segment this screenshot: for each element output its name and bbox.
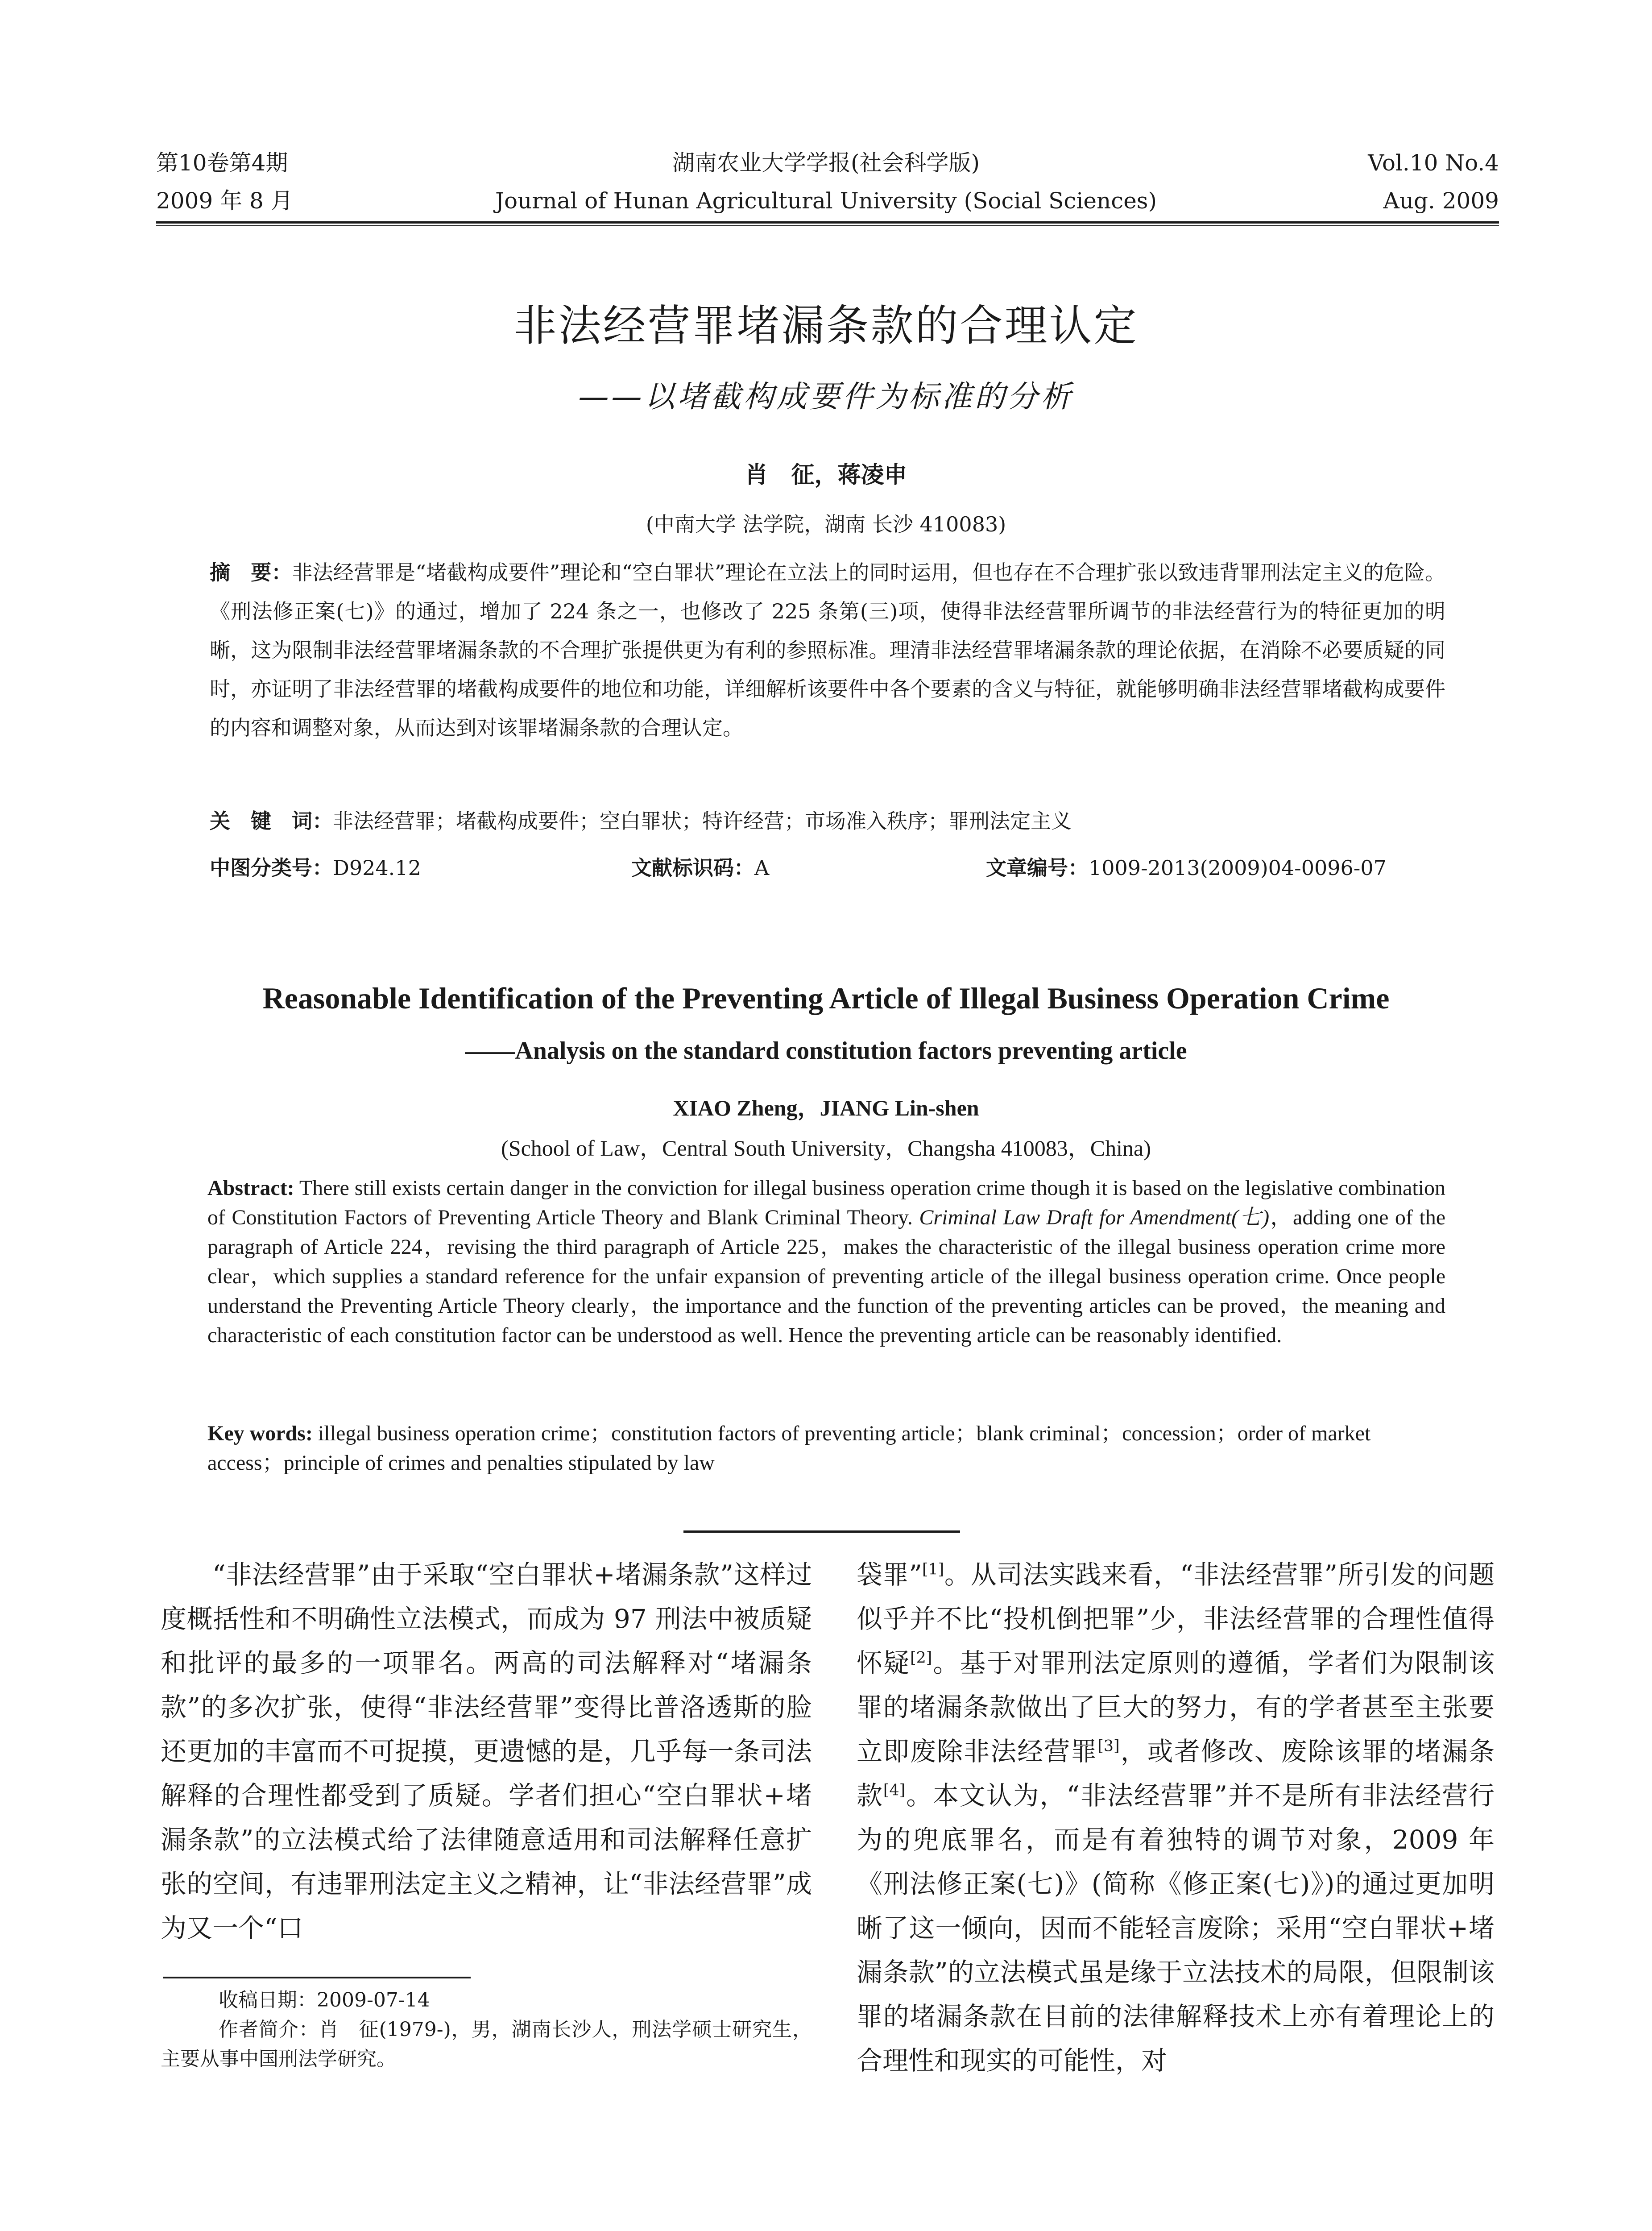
affiliation-cn: (中南大学 法学院，湖南 长沙 410083) (646, 512, 1006, 536)
subtitle-en: ——Analysis on the standard constitution factors preventing article (465, 1037, 1187, 1065)
body-paragraph-continued: 袋罪”[1]。从司法实践来看，“非法经营罪”所引发的问题似乎并不比“投机倒把罪”少，非法经营罪的合理性值得怀疑[2]。基于对罪刑法定原则的遵循，学者们为限制该罪的堵漏条款做出了巨大的努力，有的学者甚至主张要立即废除非法经营罪[3]，或者修改、废除该罪的堵漏条款[4]。本文认为，“非法经营罪”并不是所有非法经营行为的兜底罪名，而是有着独特的调节对象，2009 年《刑法修正案(七)》(简称《修正案(七)》)的通过更加明晰了这一倾向，因而不能轻言废除；采用“空白罪状+堵漏条款”的立法模式虽是缘于立法技术的局限，但限制该罪的堵漏条款在目前的法律解释技术上亦有着理论上的合理性和现实的可能性，对 (857, 1559, 1495, 2076)
journal-volume: 第10卷第4期 (156, 150, 288, 176)
footnote-rule (163, 1977, 471, 1978)
clc-number: 中图分类号：D924.12 (210, 856, 421, 880)
authors-cn: 肖 征，蒋凌申 (745, 461, 907, 489)
abstract-cn-text: 非法经营罪是“堵截构成要件”理论和“空白罪状”理论在立法上的同时运用，但也存在不合理扩张以致违背罪刑法定主义的危险。《刑法修正案(七)》的通过，增加了 224 条之一，也修改了 225 条第(三)项，使得非法经营罪所调节的非法经营行为的特征更加的明晰，这为限制非法经营罪堵漏条款的不合理扩张提供更为有利的参照标准。理清非法经营罪堵漏条款的理论依据，在消除不必要质疑的同时，亦证明了非法经营罪的堵截构成要件的地位和功能，详细解析该要件中各个要素的含义与特征，就能够明确非法经营罪堵截构成要件的内容和调整对象，从而达到对该罪堵漏条款的合理认定。 (210, 560, 1445, 740)
subtitle-cn: ——以堵截构成要件为标准的分析 (578, 379, 1074, 415)
citation-ref[interactable]: [4] (883, 1781, 906, 1800)
keywords-en: Key words: illegal business operation crime；constitution factors of preventing article；blank criminal；concession；order of market access；principle of crimes and penalties stipulated by law (207, 1422, 1371, 1475)
abstract-en-label: Abstract: (207, 1176, 294, 1200)
section-separator (683, 1530, 960, 1533)
journal-name-en: Journal of Hunan Agricultural University (Social Sciences) (495, 188, 1157, 214)
keywords-cn-label: 关 键 词： (210, 809, 333, 833)
authors-en: XIAO Zheng，JIANG Lin-shen (673, 1095, 979, 1120)
abstract-cn-label: 摘 要： (210, 560, 292, 585)
citation-ref[interactable]: [1] (922, 1560, 944, 1579)
amendment-title: Criminal Law Draft for Amendment(七) (919, 1206, 1270, 1229)
journal-name-cn: 湖南农业大学学报(社会科学版) (672, 150, 980, 176)
body-right-column (857, 1553, 1495, 2083)
affiliation-en: (School of Law，Central South University，Changsha 410083，China) (501, 1136, 1151, 1161)
title-en: Reasonable Identification of the Preventing Article of Illegal Business Operation Crime (262, 981, 1390, 1015)
abstract-en: Abstract: There still exists certain danger in the conviction for illegal business operation crime though it is based on the legislative combination of Constitution Factors of Preventing Article Theory and Blank Criminal Theory. Criminal Law Draft for Amendment(七)，adding one of the paragraph of Article 224，revising the third paragraph of Article 225，makes the characteristic of the illegal business operation crime more clear，which supplies a standard reference for the unfair expansion of preventing article of the illegal business operation crime. Once people understand the Preventing Article Theory clearly，the importance and the function of the preventing articles can be proved，the meaning and characteristic of each constitution factor can be understood as well. Hence the preventing article can be reasonably identified. (207, 1176, 1445, 1347)
body-paragraph: “非法经营罪”由于采取“空白罪状+堵漏条款”这样过度概括性和不明确性立法模式，而成为 97 刑法中被质疑和批评的最多的一项罪名。两高的司法解释对“堵漏条款”的多次扩张，使得“非法经营罪”变得比普洛透斯的脸还更加的丰富而不可捉摸，更遗憾的是，几乎每一条司法解释的合理性都受到了质疑。学者们担心“空白罪状+堵漏条款”的立法模式给了法律随意适用和司法解释任意扩张的空间，有违罪刑法定主义之精神，让“非法经营罪”成为又一个“口 (161, 1559, 812, 1943)
journal-date-en: Aug. 2009 (1383, 188, 1499, 214)
article-number: 文章编号：1009-2013(2009)04-0096-07 (986, 856, 1387, 880)
keywords-cn-text: 非法经营罪；堵截构成要件；空白罪状；特许经营；市场准入秩序；罪刑法定主义 (333, 809, 1072, 833)
citation-ref[interactable]: [2] (910, 1649, 932, 1667)
received-date: 收稿日期：2009-07-14 (219, 1989, 430, 2011)
footnote (161, 1986, 812, 2074)
document-code: 文献标识码：A (631, 856, 770, 880)
author-bio: 作者简介：肖 征(1979-)，男，湖南长沙人，刑法学硕士研究生，主要从事中国刑法学研究。 (161, 2018, 812, 2070)
abstract-cn (210, 553, 1445, 747)
keywords-cn (210, 808, 1072, 834)
journal-volume-en: Vol.10 No.4 (1368, 150, 1499, 176)
header-rule (156, 221, 1499, 224)
journal-date: 2009 年 8 月 (156, 188, 293, 214)
header-rule-thin (156, 225, 1499, 226)
citation-ref[interactable]: [3] (1097, 1737, 1120, 1755)
title-cn: 非法经营罪堵漏条款的合理认定 (513, 301, 1139, 351)
keywords-en-label: Key words: (207, 1422, 313, 1445)
body-left-column (161, 1553, 812, 1950)
